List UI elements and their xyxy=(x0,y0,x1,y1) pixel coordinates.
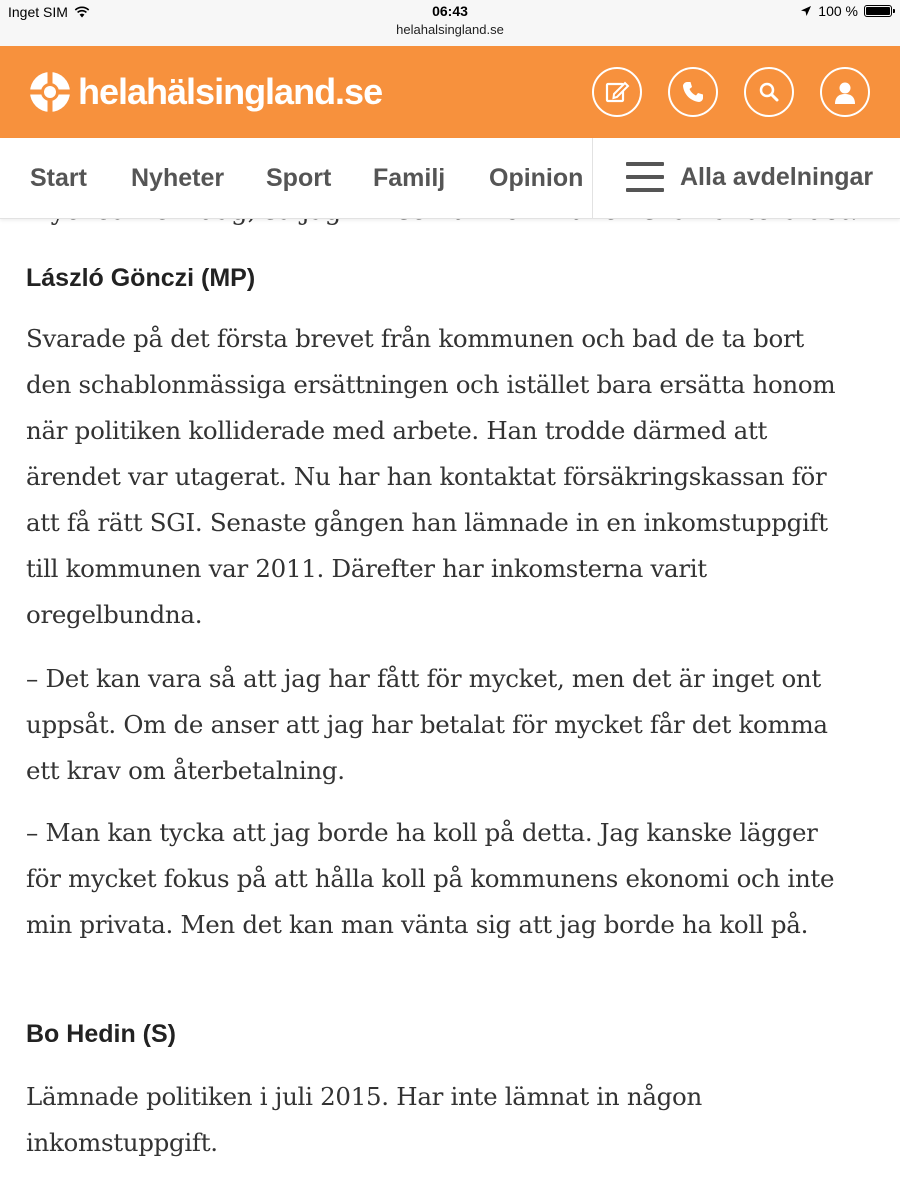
battery-icon xyxy=(864,5,892,17)
address-bar-url[interactable]: helahalsingland.se xyxy=(396,22,504,37)
search-button[interactable] xyxy=(744,67,794,117)
phone-icon xyxy=(680,79,706,105)
site-logo[interactable] xyxy=(28,70,382,114)
carrier-label: Inget SIM xyxy=(8,4,68,20)
edit-icon xyxy=(604,79,630,105)
article-paragraph: Lämnade politiken i juli 2015. Har inte lämnat in någon inkomstuppgift. xyxy=(26,1082,702,1157)
status-right xyxy=(800,3,892,19)
section-heading: Bo Hedin (S) xyxy=(26,1020,176,1048)
status-bar xyxy=(0,0,900,46)
nav-item-start[interactable]: Start xyxy=(30,164,87,192)
logo-icon xyxy=(28,70,72,114)
logo-text: helahälsingland.se xyxy=(78,71,383,112)
location-arrow-icon xyxy=(800,5,812,17)
article-paragraph: – Det kan vara så att jag har fått för mycket, men det är inget ont uppsåt. Om de anser att jag har betalat för mycket får det komma ett krav om återbetalning. xyxy=(26,664,828,785)
site-header xyxy=(0,46,900,138)
nav-item-sport[interactable]: Sport xyxy=(266,164,332,192)
nav-item-familj[interactable]: Familj xyxy=(373,164,446,192)
nav-item-opinion[interactable]: Opinion xyxy=(489,164,584,192)
article-paragraph: Svarade på det första brevet från kommunen och bad de ta bort den schablonmässiga ersättningen och istället bara ersätta honom när politiken kolliderade med arbete. Han trodde därmed att ärendet var utagerat. Nu har han kontaktat försäkringskassan för att få rätt SGI. Senaste gången han lämnade in en inkomstuppgift till kommunen var 2011. Därefter har inkomsterna varit oregelbundna. xyxy=(26,324,836,629)
nav-divider xyxy=(592,138,593,218)
all-sections-label: Alla avdelningar xyxy=(680,162,874,191)
battery-percent: 100 % xyxy=(818,3,858,19)
section-heading: László Gönczi (MP) xyxy=(26,264,256,292)
call-button[interactable] xyxy=(668,67,718,117)
header-actions xyxy=(592,67,870,117)
write-button[interactable] xyxy=(592,67,642,117)
account-button[interactable] xyxy=(820,67,870,117)
section-nav xyxy=(0,138,900,219)
article-paragraph: – Man kan tycka att jag borde ha koll på detta. Jag kanske lägger för mycket fokus på att hålla koll på kommunens ekonomi och inte min privata. Men det kan man vänta sig att jag borde ha koll på. xyxy=(26,818,835,939)
clock: 06:43 xyxy=(432,3,468,19)
user-icon xyxy=(832,79,858,105)
nav-item-nyheter[interactable]: Nyheter xyxy=(131,164,225,192)
search-icon xyxy=(756,79,782,105)
menu-icon xyxy=(626,162,664,192)
all-sections-button[interactable] xyxy=(626,162,873,192)
